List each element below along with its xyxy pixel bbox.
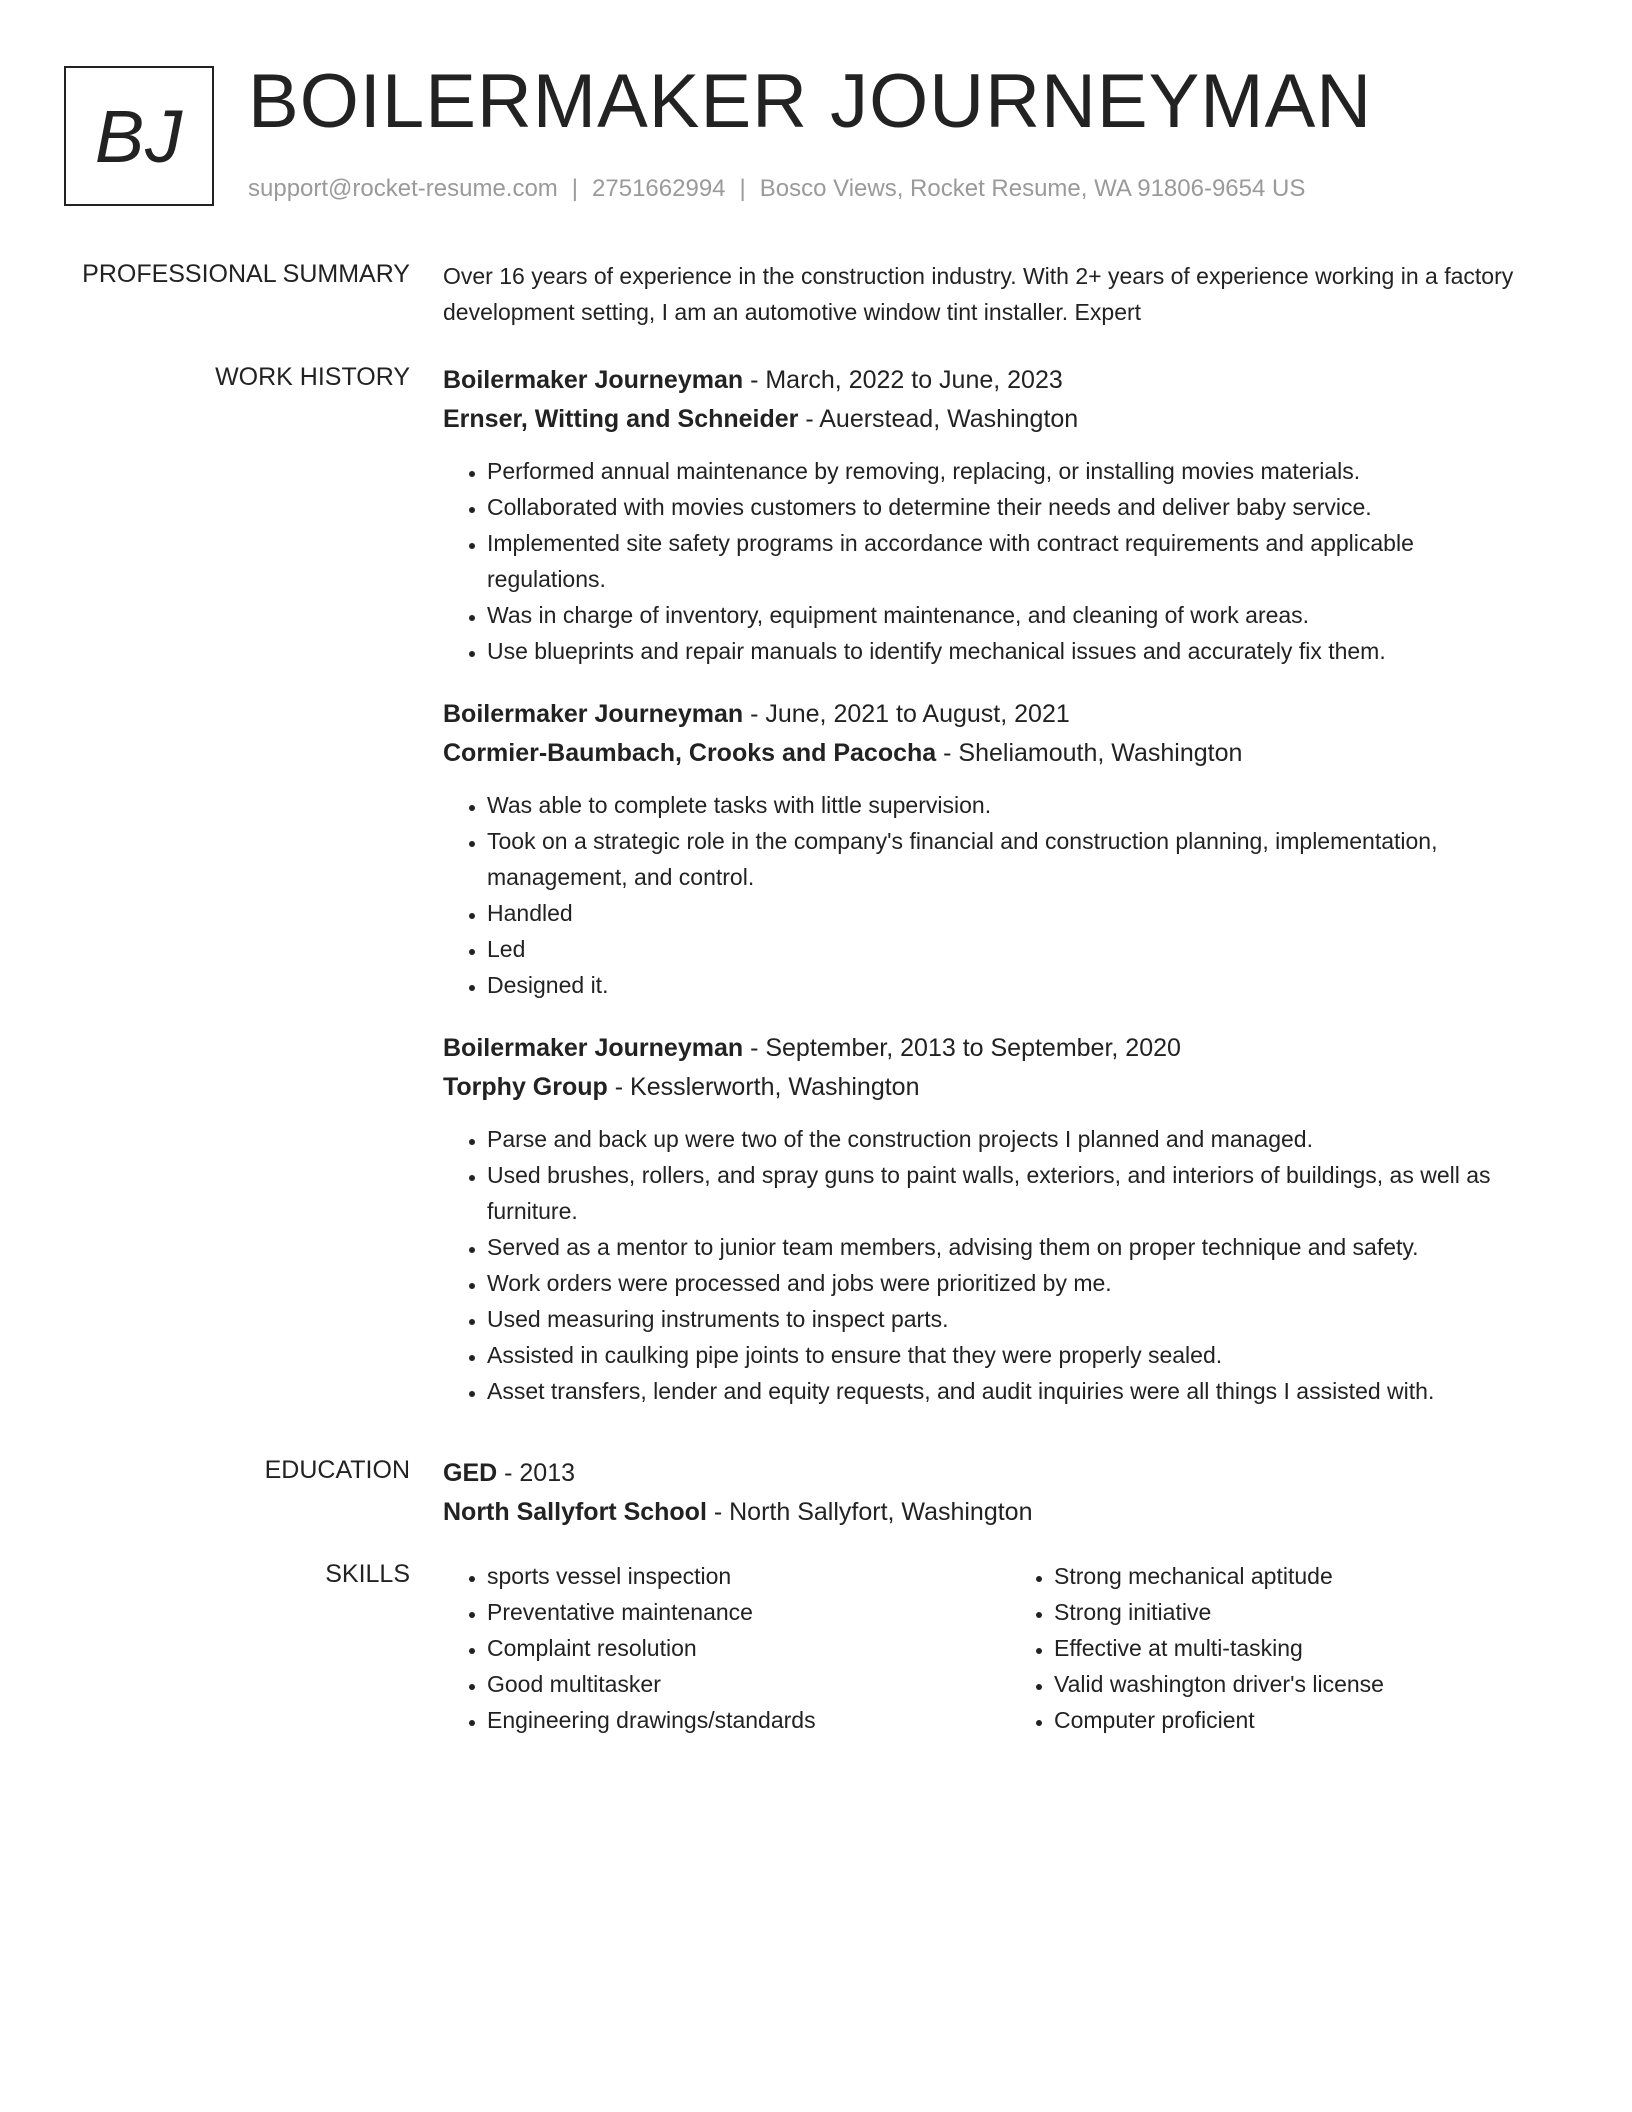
- education-body: [443, 1454, 1533, 1532]
- job-bullet: • Was in charge of inventory, equipment maintenance, and cleaning of work areas.: [487, 597, 1533, 633]
- education-heading: EDUCATION: [264, 1456, 410, 1484]
- job-bullet: • Handled: [487, 895, 1533, 931]
- summary-heading: PROFESSIONAL SUMMARY: [82, 260, 410, 288]
- candidate-name: BOILERMAKER JOURNEYMAN: [248, 59, 1373, 144]
- job-dates: - March, 2022 to June, 2023: [743, 366, 1063, 394]
- job-entry: [443, 1029, 1533, 1409]
- skill-item: • Good multitasker: [487, 1666, 966, 1702]
- job-title: Boilermaker Journeyman: [443, 1034, 744, 1062]
- skill-item: • Strong initiative: [1054, 1594, 1533, 1630]
- job-location: - Auerstead, Washington: [798, 405, 1079, 433]
- job-title-line: [443, 1029, 1533, 1068]
- work-history-heading: WORK HISTORY: [215, 363, 410, 391]
- job-title-line: [443, 695, 1533, 734]
- contact-separator: |: [739, 175, 746, 202]
- job-company: Torphy Group: [443, 1073, 608, 1101]
- job-location: - Kesslerworth, Washington: [607, 1073, 920, 1101]
- monogram-initials: BJ: [94, 94, 184, 178]
- job-bullet: • Took on a strategic role in the company's financial and construction planning, implementation, management, and control.: [487, 823, 1533, 895]
- job-bullet: • Parse and back up were two of the construction projects I planned and managed.: [487, 1121, 1533, 1157]
- job-company-line: [443, 1068, 1533, 1107]
- skill-item: • Computer proficient: [1054, 1702, 1533, 1738]
- job-bullet: • Collaborated with movies customers to determine their needs and deliver baby service.: [487, 489, 1533, 525]
- skills-body: [443, 1558, 1533, 1738]
- job-bullets: [443, 453, 1533, 669]
- skill-item: • Strong mechanical aptitude: [1054, 1558, 1533, 1594]
- contact-separator: |: [571, 175, 579, 202]
- contact-line: [248, 174, 1305, 204]
- work-history-body: [443, 361, 1533, 1435]
- job-company-line: [443, 400, 1533, 439]
- job-bullet: • Use blueprints and repair manuals to identify mechanical issues and accurately fix them.: [487, 633, 1533, 669]
- school-location: - North Sallyfort, Washington: [706, 1498, 1033, 1526]
- skill-item: • Effective at multi-tasking: [1054, 1630, 1533, 1666]
- job-company: Cormier-Baumbach, Crooks and Pacocha: [443, 739, 937, 767]
- skill-item: • Engineering drawings/standards: [487, 1702, 966, 1738]
- job-bullet: • Used brushes, rollers, and spray guns to paint walls, exteriors, and interiors of buildings, as well as furniture.: [487, 1157, 1533, 1229]
- skill-item: • Valid washington driver's license: [1054, 1666, 1533, 1702]
- summary-body: [443, 258, 1533, 330]
- skills-list-right: [1010, 1558, 1533, 1738]
- job-bullets: [443, 787, 1533, 1003]
- job-company: Ernser, Witting and Schneider: [443, 405, 799, 433]
- contact-phone: 2751662994: [592, 175, 726, 202]
- job-bullets: [443, 1121, 1533, 1409]
- job-bullet: • Used measuring instruments to inspect parts.: [487, 1301, 1533, 1337]
- job-entry: [443, 695, 1533, 1003]
- job-title: Boilermaker Journeyman: [443, 366, 744, 394]
- job-bullet: • Asset transfers, lender and equity requests, and audit inquiries were all things I assisted with.: [487, 1373, 1533, 1409]
- skill-item: • sports vessel inspection: [487, 1558, 966, 1594]
- job-dates: - June, 2021 to August, 2021: [743, 700, 1070, 728]
- job-bullet: • Work orders were processed and jobs were prioritized by me.: [487, 1265, 1533, 1301]
- job-bullet: • Was able to complete tasks with little supervision.: [487, 787, 1533, 823]
- job-location: - Sheliamouth, Washington: [936, 739, 1243, 767]
- summary-text: Over 16 years of experience in the construction industry. With 2+ years of experience working in a factory development setting, I am an automotive window tint installer. Expert: [443, 263, 1514, 325]
- job-entry: [443, 361, 1533, 669]
- job-bullet: • Assisted in caulking pipe joints to ensure that they were properly sealed.: [487, 1337, 1533, 1373]
- job-title: Boilermaker Journeyman: [443, 700, 744, 728]
- skill-item: • Preventative maintenance: [487, 1594, 966, 1630]
- contact-address: Bosco Views, Rocket Resume, WA 91806-9654 US: [759, 175, 1306, 202]
- contact-email: support@rocket-resume.com: [248, 175, 558, 202]
- degree-line: [443, 1454, 1533, 1493]
- skills-heading: SKILLS: [325, 1560, 410, 1588]
- school-name: North Sallyfort School: [443, 1498, 707, 1526]
- job-bullet: • Implemented site safety programs in accordance with contract requirements and applicable regulations.: [487, 525, 1533, 597]
- job-title-line: [443, 361, 1533, 400]
- skills-list-left: [443, 1558, 966, 1738]
- skill-item: • Complaint resolution: [487, 1630, 966, 1666]
- degree-year: - 2013: [497, 1459, 576, 1487]
- school-line: [443, 1493, 1533, 1532]
- job-bullet: • Served as a mentor to junior team members, advising them on proper technique and safety.: [487, 1229, 1533, 1265]
- monogram-badge: [64, 66, 214, 206]
- job-dates: - September, 2013 to September, 2020: [743, 1034, 1181, 1062]
- job-bullet: • Designed it.: [487, 967, 1533, 1003]
- job-company-line: [443, 734, 1533, 773]
- job-bullet: • Performed annual maintenance by removing, replacing, or installing movies materials.: [487, 453, 1533, 489]
- job-bullet: • Led: [487, 931, 1533, 967]
- degree: GED: [443, 1459, 498, 1487]
